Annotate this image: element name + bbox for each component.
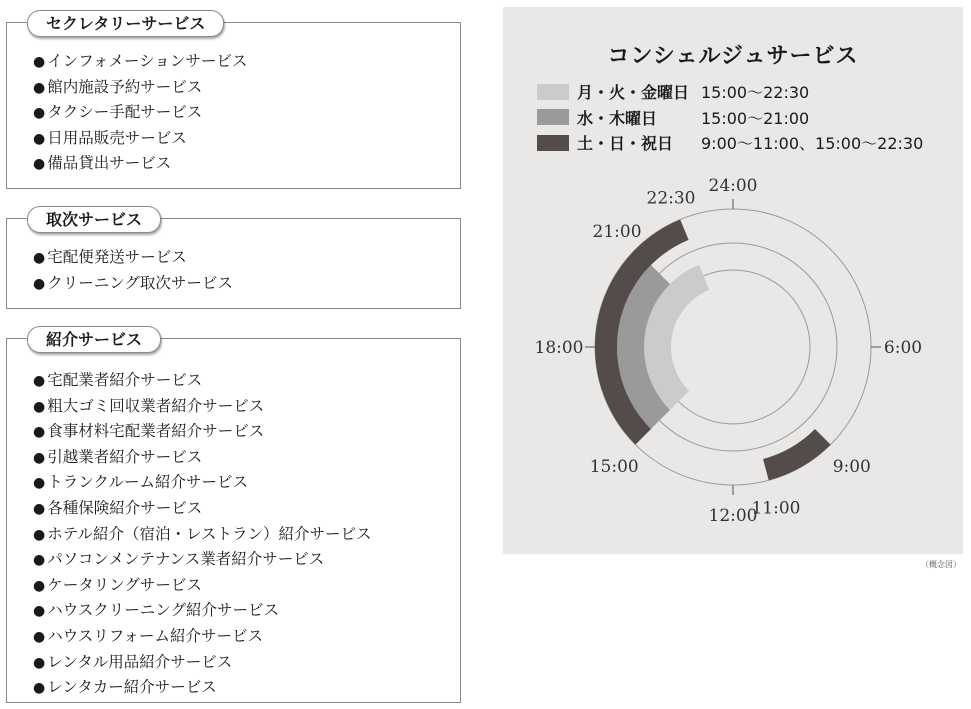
legend-days: 水・木曜日 bbox=[577, 108, 658, 128]
secretary-services-list bbox=[33, 49, 247, 177]
forwarding-services-list bbox=[33, 245, 233, 296]
bullet-icon: ● bbox=[33, 398, 46, 415]
referral-services-box bbox=[6, 330, 461, 703]
legend-days: 月・火・金曜日 bbox=[577, 83, 690, 103]
list-item-label: 日用品販売サービス bbox=[47, 128, 187, 147]
list-item-label: トランクルーム紹介サービス bbox=[47, 473, 248, 492]
list-item-label: レンタカー紹介サービス bbox=[47, 678, 217, 697]
bullet-icon: ● bbox=[33, 577, 46, 594]
concierge-clock-chart bbox=[503, 167, 963, 554]
list-item-label: 備品貸出サービス bbox=[47, 154, 172, 173]
bullet-icon: ● bbox=[33, 552, 46, 569]
bullet-icon: ● bbox=[33, 628, 46, 645]
list-item-label: 宅配便発送サービス bbox=[47, 248, 187, 266]
legend-hours: 15:00～21:00 bbox=[701, 108, 810, 128]
list-item-label: ホテル紹介（宿泊・レストラン）紹介サービス bbox=[47, 524, 372, 543]
list-item bbox=[33, 75, 247, 101]
bullet-icon: ● bbox=[33, 130, 46, 147]
legend-hours: 9:00～11:00、15:00～22:30 bbox=[701, 134, 924, 154]
clock-tick-label: 18:00 bbox=[534, 338, 584, 358]
list-item bbox=[33, 675, 371, 701]
list-item-label: 粗大ゴミ回収業者紹介サービス bbox=[47, 396, 265, 415]
list-item bbox=[33, 547, 371, 573]
clock-tick-label: 15:00 bbox=[589, 456, 639, 477]
list-item bbox=[33, 573, 371, 599]
clock-tick-label: 24:00 bbox=[708, 176, 758, 196]
list-item bbox=[33, 419, 371, 445]
list-item bbox=[33, 49, 247, 75]
bullet-icon: ● bbox=[33, 424, 46, 441]
bullet-icon: ● bbox=[33, 54, 46, 70]
bullet-icon: ● bbox=[33, 373, 46, 389]
bullet-icon: ● bbox=[33, 680, 46, 697]
referral-services-list bbox=[33, 368, 371, 701]
list-item bbox=[33, 394, 371, 420]
list-item-label: パソコンメンテナンス業者紹介サービス bbox=[47, 550, 325, 569]
list-item bbox=[33, 522, 371, 548]
concierge-chart-panel bbox=[503, 7, 963, 554]
concept-note: （概念図） bbox=[921, 560, 961, 569]
list-item-label: クリーニング取次サービス bbox=[47, 273, 233, 292]
legend-swatch-dark bbox=[537, 135, 569, 151]
bullet-icon: ● bbox=[33, 449, 46, 466]
clock-tick-label: 11:00 bbox=[751, 498, 801, 519]
list-item-label: 宅配業者紹介サービス bbox=[47, 371, 203, 389]
legend-hours: 15:00～22:30 bbox=[701, 83, 810, 103]
bullet-icon: ● bbox=[33, 500, 46, 517]
list-item-label: 各種保険紹介サービス bbox=[47, 498, 203, 517]
list-item bbox=[33, 624, 371, 650]
forwarding-services-title: 取次サービス bbox=[27, 206, 161, 233]
list-item bbox=[33, 598, 371, 624]
legend-swatch-mid bbox=[537, 109, 569, 125]
list-item bbox=[33, 650, 371, 676]
list-item-label: 引越業者紹介サービス bbox=[47, 447, 203, 466]
list-item bbox=[33, 368, 371, 394]
bullet-icon: ● bbox=[33, 250, 46, 266]
list-item bbox=[33, 271, 233, 297]
clock-tick-label: 6:00 bbox=[883, 338, 923, 358]
bullet-icon: ● bbox=[33, 475, 46, 492]
chart-legend bbox=[537, 79, 923, 156]
chart-title: コンシェルジュサービス bbox=[607, 44, 859, 69]
bullet-icon: ● bbox=[33, 275, 46, 292]
list-item-label: 館内施設予約サービス bbox=[47, 77, 203, 96]
list-item-label: インフォメーションサービス bbox=[47, 52, 248, 70]
list-item bbox=[33, 151, 247, 177]
legend-row-wed-thu bbox=[537, 105, 923, 131]
clock-tick-label: 22:30 bbox=[646, 188, 696, 209]
list-item-label: ケータリングサービス bbox=[47, 575, 202, 594]
legend-swatch-light bbox=[537, 84, 569, 100]
secretary-services-box bbox=[6, 14, 461, 189]
bullet-icon: ● bbox=[33, 156, 46, 173]
schedule-arc bbox=[763, 429, 831, 480]
secretary-services-title: セクレタリーサービス bbox=[27, 10, 224, 37]
legend-days: 土・日・祝日 bbox=[577, 134, 674, 154]
list-item-label: タクシー手配サービス bbox=[47, 103, 203, 122]
list-item bbox=[33, 496, 371, 522]
referral-services-title: 紹介サービス bbox=[27, 326, 161, 353]
clock-tick-label: 12:00 bbox=[708, 506, 758, 526]
clock-tick-label: 9:00 bbox=[832, 456, 871, 477]
list-item-label: 食事材料宅配業者紹介サービス bbox=[47, 422, 265, 441]
list-item bbox=[33, 126, 247, 152]
list-item bbox=[33, 245, 233, 271]
list-item-label: ハウスリフォーム紹介サービス bbox=[47, 626, 263, 645]
bullet-icon: ● bbox=[33, 105, 46, 122]
legend-row-weekend bbox=[537, 130, 923, 156]
bullet-icon: ● bbox=[33, 526, 46, 543]
list-item bbox=[33, 470, 371, 496]
list-item bbox=[33, 445, 371, 471]
list-item bbox=[33, 100, 247, 126]
bullet-icon: ● bbox=[33, 654, 46, 671]
bullet-icon: ● bbox=[33, 603, 46, 620]
list-item-label: ハウスクリーニング紹介サービス bbox=[47, 601, 279, 620]
list-item-label: レンタル用品紹介サービス bbox=[47, 652, 233, 671]
forwarding-services-box bbox=[6, 210, 461, 309]
bullet-icon: ● bbox=[33, 79, 46, 96]
clock-tick-label: 21:00 bbox=[592, 222, 642, 243]
legend-row-weekday bbox=[537, 79, 923, 105]
